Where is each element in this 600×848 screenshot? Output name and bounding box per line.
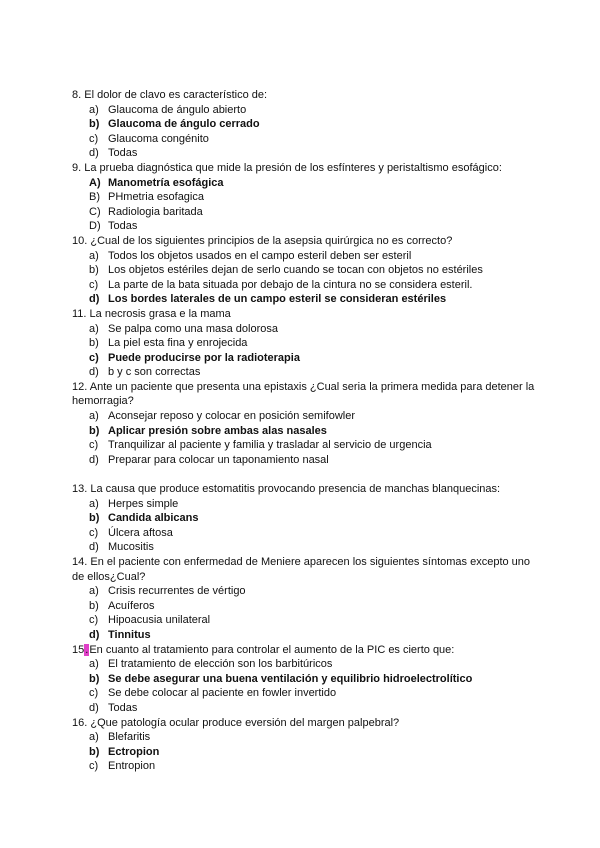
option-text: Aplicar presión sobre ambas alas nasales xyxy=(108,424,327,437)
option-text: Se debe asegurar una buena ventilación y equilibrio hidroelectrolítico xyxy=(108,672,473,685)
option-text: Herpes simple xyxy=(108,497,179,510)
option-label: c) xyxy=(89,351,99,364)
option-label: c) xyxy=(89,439,99,452)
question-text xyxy=(72,234,542,249)
option xyxy=(72,730,542,745)
option-text: Se debe colocar al paciente en fowler invertido xyxy=(108,687,337,700)
question-number: 16. xyxy=(72,716,88,729)
option-text: Los objetos estériles dejan de serlo cuando se tocan con objetos no estériles xyxy=(108,264,483,277)
option-correct xyxy=(72,351,542,366)
option-text: Candida albicans xyxy=(108,512,199,525)
option xyxy=(72,103,542,118)
question-number: 15 xyxy=(72,643,85,656)
option-label: c) xyxy=(89,132,99,145)
option xyxy=(72,249,542,264)
option-label: b) xyxy=(89,672,100,685)
option-label: B) xyxy=(89,191,100,204)
question-text xyxy=(72,88,542,103)
option-text: Todas xyxy=(108,147,138,160)
question-block xyxy=(72,716,542,774)
option-text: Glaucoma congénito xyxy=(108,132,209,145)
question-prompt: Ante un paciente que presenta una epistaxis ¿Cual seria la primera medida para detener la hemorragia? xyxy=(72,380,535,408)
option xyxy=(72,190,542,205)
question-text xyxy=(72,380,542,409)
question-text xyxy=(72,555,542,584)
option xyxy=(72,278,542,293)
option-text: Aconsejar reposo y colocar en posición semifowler xyxy=(108,410,356,423)
option-label: a) xyxy=(89,322,99,335)
option xyxy=(72,219,542,234)
question-number: 9. xyxy=(72,161,82,174)
option-correct xyxy=(72,176,542,191)
option-label: b) xyxy=(89,118,100,131)
option-label: c) xyxy=(89,760,99,773)
option-text: Se palpa como una masa dolorosa xyxy=(108,322,278,335)
question-number: 13. xyxy=(72,483,88,496)
option-label: b) xyxy=(89,745,100,758)
option xyxy=(72,336,542,351)
option-label: c) xyxy=(89,687,99,700)
option-correct xyxy=(72,292,542,307)
option-label: a) xyxy=(89,410,99,423)
option-label: a) xyxy=(89,497,99,510)
option-text: La piel esta fina y enrojecida xyxy=(108,337,248,350)
option-label: C) xyxy=(89,205,101,218)
option xyxy=(72,613,542,628)
question-number: 12. xyxy=(72,380,88,393)
option-text: La parte de la bata situada por debajo de la cintura no se considera esteril. xyxy=(108,278,473,291)
option-label: d) xyxy=(89,366,99,379)
highlight-mark: . xyxy=(85,643,89,656)
option-text: Entropion xyxy=(108,760,156,773)
question-prompt: ¿Cual de los siguientes principios de la asepsia quirúrgica no es correcto? xyxy=(90,234,453,247)
option-text: Todas xyxy=(108,220,138,233)
option xyxy=(72,657,542,672)
option-label: c) xyxy=(89,278,99,291)
option xyxy=(72,759,542,774)
option-text: Úlcera aftosa xyxy=(108,526,173,539)
option xyxy=(72,132,542,147)
option-text: Ectropion xyxy=(108,745,160,758)
question-text xyxy=(72,643,542,658)
option xyxy=(72,497,542,512)
option-label: d) xyxy=(89,701,99,714)
option-text: b y c son correctas xyxy=(108,366,201,379)
question-text xyxy=(72,482,542,497)
question-block xyxy=(72,88,542,161)
option-label: a) xyxy=(89,585,99,598)
option-text: Crisis recurrentes de vértigo xyxy=(108,585,246,598)
option xyxy=(72,438,542,453)
option-label: a) xyxy=(89,103,99,116)
option-label: a) xyxy=(89,731,99,744)
option-label: b) xyxy=(89,264,99,277)
option xyxy=(72,584,542,599)
question-number: 11. xyxy=(72,307,87,320)
option-correct xyxy=(72,117,542,132)
question-prompt: La causa que produce estomatitis provocando presencia de manchas blanquecinas: xyxy=(90,483,501,496)
option xyxy=(72,205,542,220)
option-text: Hipoacusia unilateral xyxy=(108,614,211,627)
option xyxy=(72,453,542,468)
question-block xyxy=(72,234,542,307)
question-block xyxy=(72,643,542,716)
option xyxy=(72,599,542,614)
option-label: b) xyxy=(89,424,100,437)
option-label: b) xyxy=(89,512,100,525)
option-text: Tinnitus xyxy=(108,628,151,641)
question-number: 14. xyxy=(72,556,88,568)
option xyxy=(72,409,542,424)
question-text xyxy=(72,716,542,731)
question-prompt: El dolor de clavo es característico de: xyxy=(84,89,268,101)
option-correct xyxy=(72,511,542,526)
option-label: d) xyxy=(89,293,100,306)
option-text: El tratamiento de elección son los barbitúricos xyxy=(108,658,333,671)
option-text: Radiologia baritada xyxy=(108,205,203,218)
option xyxy=(72,526,542,541)
option-text: Los bordes laterales de un campo esteril se consideran estériles xyxy=(108,293,447,306)
option xyxy=(72,146,542,161)
question-block xyxy=(72,307,542,380)
option-correct xyxy=(72,745,542,760)
question-prompt: La prueba diagnóstica que mide la presión de los esfínteres y peristaltismo esofágico: xyxy=(84,161,502,174)
option-correct xyxy=(72,672,542,687)
option-label: b) xyxy=(89,599,99,612)
option-label: d) xyxy=(89,453,99,466)
option-label: d) xyxy=(89,628,100,641)
option-label: c) xyxy=(89,526,99,539)
option-correct xyxy=(72,424,542,439)
question-prompt: En cuanto al tratamiento para controlar el aumento de la PIC es cierto que: xyxy=(89,643,455,656)
option-label: c) xyxy=(89,614,99,627)
option-text: PHmetria esofagica xyxy=(108,191,204,204)
option-text: Acuíferos xyxy=(108,599,155,612)
option-text: Todos los objetos usados en el campo esteril deben ser esteril xyxy=(108,249,412,262)
option-correct xyxy=(72,628,542,643)
exam-document xyxy=(72,88,542,774)
blank-line xyxy=(72,467,542,482)
question-block xyxy=(72,555,542,643)
option-text: Blefaritis xyxy=(108,731,151,744)
option xyxy=(72,540,542,555)
question-text xyxy=(72,161,542,176)
question-prompt: La necrosis grasa e la mama xyxy=(89,307,231,320)
option-text: Puede producirse por la radioterapia xyxy=(108,351,300,364)
question-block xyxy=(72,482,542,555)
option-label: b) xyxy=(89,337,99,350)
question-prompt: En el paciente con enfermedad de Meniere aparecen los siguientes síntomas excepto uno de ellos¿Cual? xyxy=(72,556,531,583)
option-text: Todas xyxy=(108,701,138,714)
question-prompt: ¿Que patología ocular produce eversión del margen palpebral? xyxy=(90,716,400,729)
option-label: D) xyxy=(89,220,101,233)
option-text: Mucositis xyxy=(108,541,154,554)
question-number: 10. xyxy=(72,234,88,247)
option xyxy=(72,365,542,380)
question-number: 8. xyxy=(72,89,82,101)
question-block xyxy=(72,380,542,468)
option-label: a) xyxy=(89,658,99,671)
option-label: A) xyxy=(89,176,101,189)
option-label: d) xyxy=(89,541,99,554)
option xyxy=(72,701,542,716)
option xyxy=(72,686,542,701)
option xyxy=(72,322,542,337)
option-text: Glaucoma de ángulo cerrado xyxy=(108,118,260,131)
option xyxy=(72,263,542,278)
option-label: d) xyxy=(89,147,99,160)
option-label: a) xyxy=(89,249,99,262)
option-text: Glaucoma de ángulo abierto xyxy=(108,103,247,116)
option-text: Tranquilizar al paciente y familia y trasladar al servicio de urgencia xyxy=(108,439,432,452)
question-block xyxy=(72,161,542,234)
option-text: Preparar para colocar un taponamiento nasal xyxy=(108,453,329,466)
question-text xyxy=(72,307,542,322)
option-text: Manometría esofágica xyxy=(108,176,224,189)
